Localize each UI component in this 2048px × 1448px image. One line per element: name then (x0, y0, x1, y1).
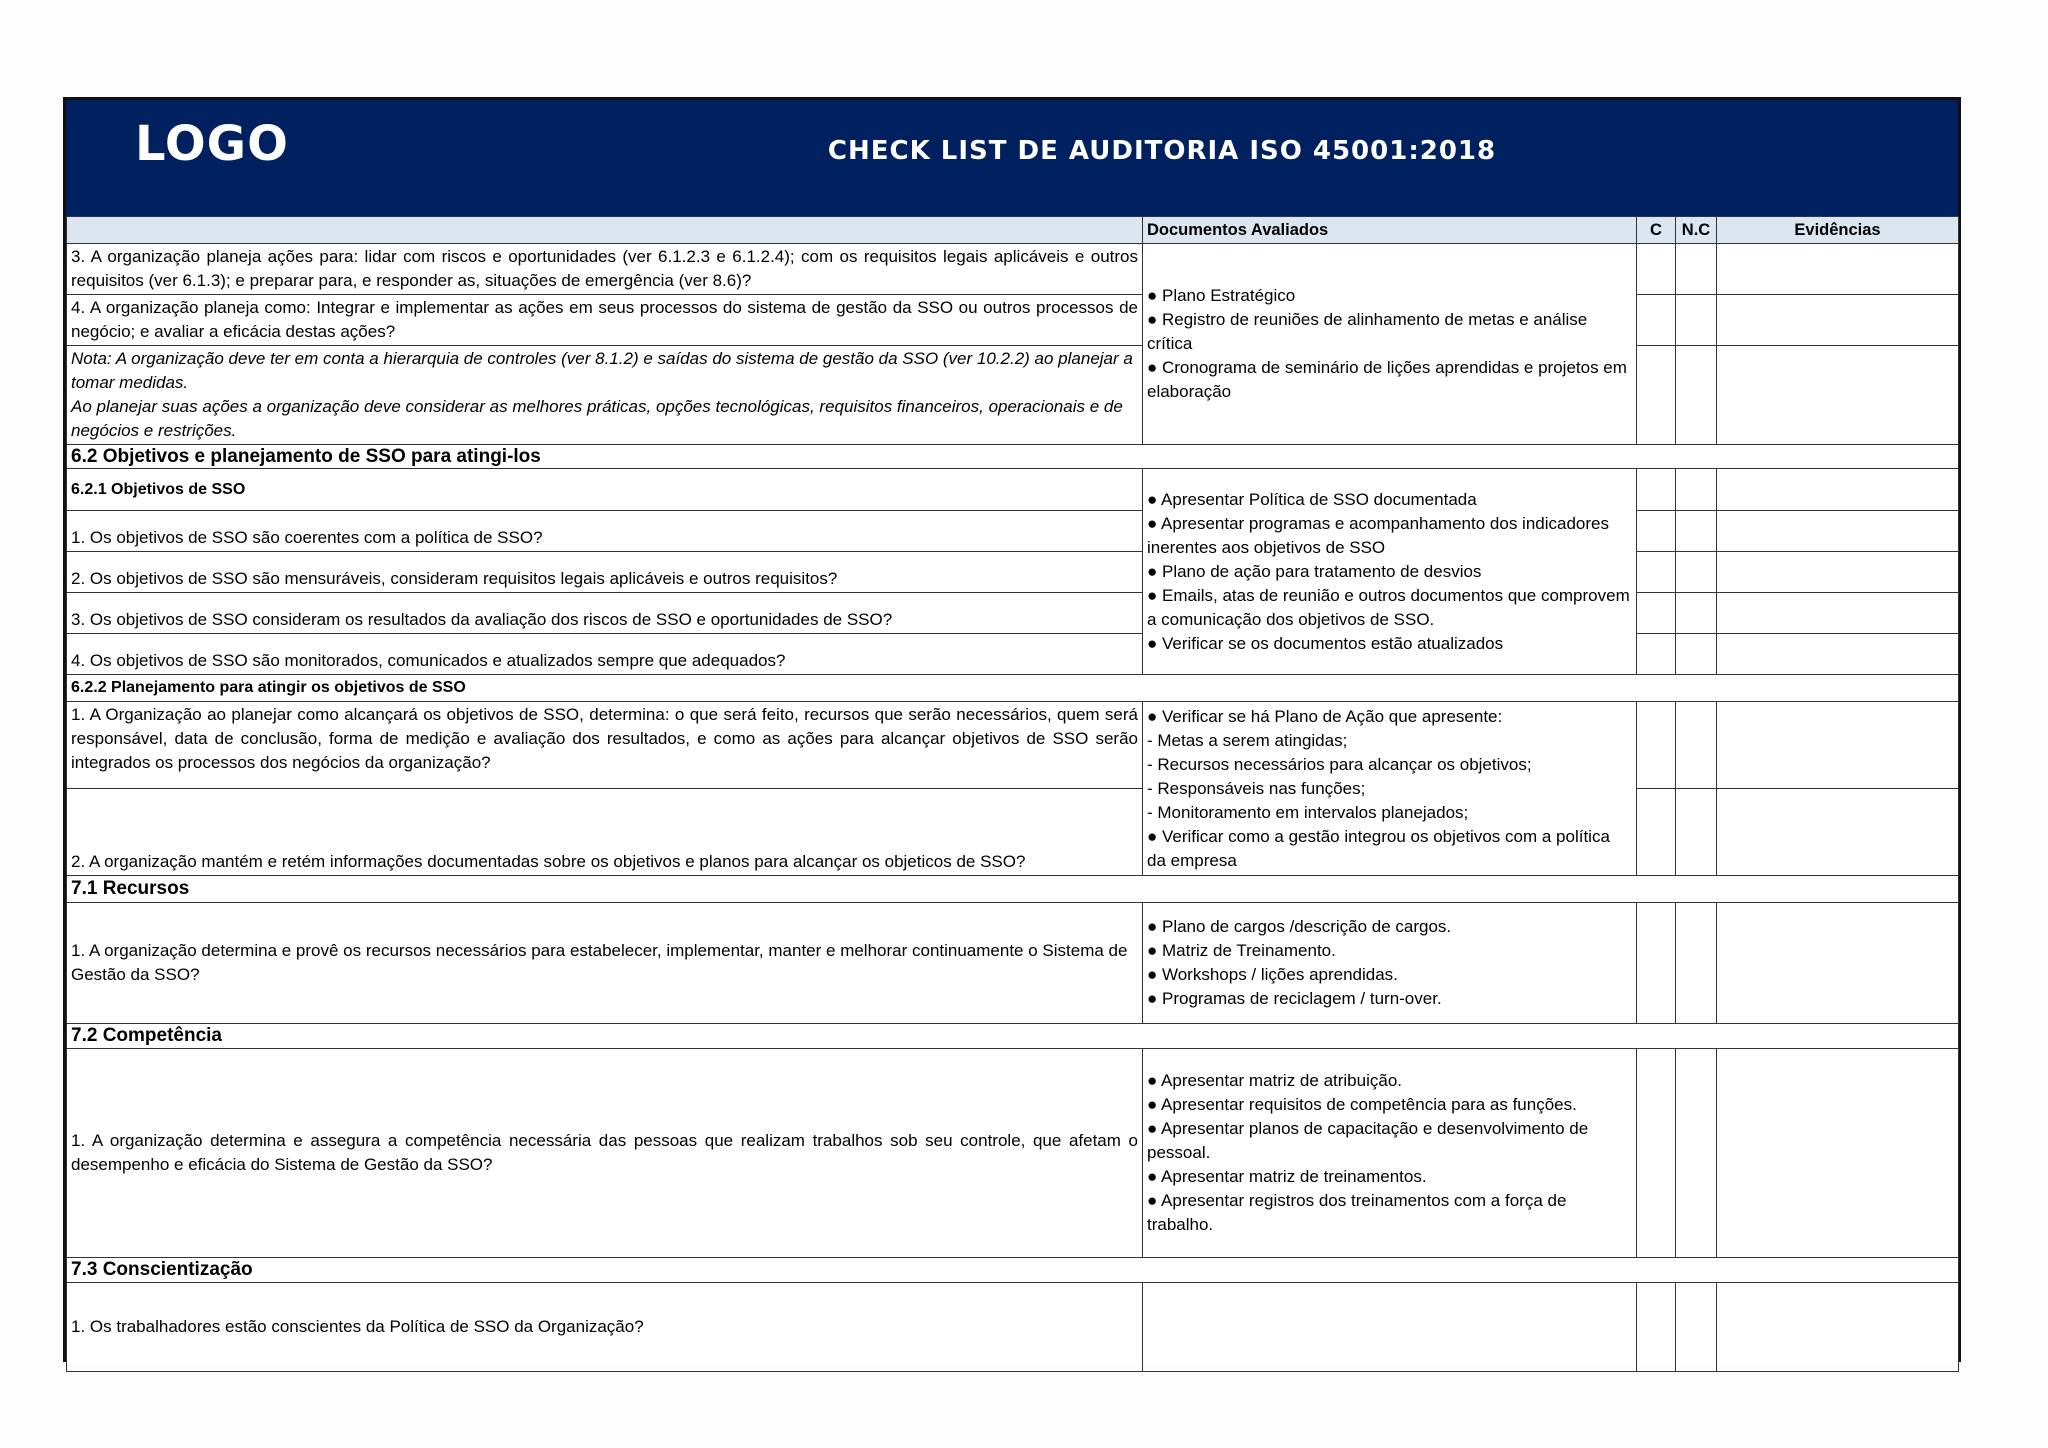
subsection-title: 6.2.1 Objetivos de SSO (67, 469, 1143, 511)
question-text: 1. Os objetivos de SSO são coerentes com a política de SSO? (67, 511, 1143, 552)
check-c[interactable] (1637, 346, 1676, 445)
check-c[interactable] (1637, 511, 1676, 552)
table-row (67, 593, 1959, 634)
section-title: 7.1 Recursos (67, 876, 1959, 903)
check-c[interactable] (1637, 903, 1676, 1024)
evidence-cell[interactable] (1717, 552, 1959, 593)
check-nc[interactable] (1676, 702, 1717, 789)
question-text: 3. A organização planeja ações para: lidar com riscos e oportunidades (ver 6.1.2.3 e 6.1.2.4); com os requisitos legais aplicáveis e outros requisitos (ver 6.1.3); e preparar para, e responder as, situações de emergência (ver 8.6)? (67, 244, 1143, 295)
col-evidence: Evidências (1717, 217, 1959, 244)
section-title: 7.3 Conscientização (67, 1258, 1959, 1283)
checklist-table (66, 216, 1959, 1372)
check-c[interactable] (1637, 634, 1676, 675)
documents-cell: ● Apresentar matriz de atribuição. ● Apresentar requisitos de competência para as funções. ● Apresentar planos de capacitação e desenvolvimento de pessoal. ● Apresentar matriz de treinamentos. ● Apresentar registros dos treinamentos com a força de trabalho. (1143, 1049, 1637, 1258)
table-row (67, 903, 1959, 1024)
question-text: 1. A organização determina e provê os recursos necessários para estabelecer, implementar, manter e melhorar continuamente o Sistema de Gestão da SSO? (67, 903, 1143, 1024)
col-documents: Documentos Avaliados (1143, 217, 1637, 244)
check-c[interactable] (1637, 244, 1676, 295)
question-text: 2. Os objetivos de SSO são mensuráveis, consideram requisitos legais aplicáveis e outros requisitos? (67, 552, 1143, 593)
evidence-cell[interactable] (1717, 903, 1959, 1024)
question-text: 1. Os trabalhadores estão conscientes da Política de SSO da Organização? (67, 1283, 1143, 1372)
table-row (67, 552, 1959, 593)
documents-cell: ● Plano Estratégico ● Registro de reuniões de alinhamento de metas e análise crítica ● Cronograma de seminário de lições aprendidas e projetos em elaboração (1143, 244, 1637, 445)
evidence-cell[interactable] (1717, 295, 1959, 346)
table-row (67, 702, 1959, 789)
documents-cell: ● Plano de cargos /descrição de cargos. ● Matriz de Treinamento. ● Workshops / lições aprendidas. ● Programas de reciclagem / turn-over. (1143, 903, 1637, 1024)
check-nc[interactable] (1676, 1283, 1717, 1372)
question-text: 1. A organização determina e assegura a competência necessária das pessoas que realizam trabalhos sob seu controle, que afetam o desempenho e eficácia do Sistema de Gestão da SSO? (67, 1049, 1143, 1258)
question-text: 3. Os objetivos de SSO consideram os resultados da avaliação dos riscos de SSO e oportunidades de SSO? (67, 593, 1143, 634)
question-text: 4. Os objetivos de SSO são monitorados, comunicados e atualizados sempre que adequados? (67, 634, 1143, 675)
check-nc[interactable] (1676, 789, 1717, 876)
evidence-cell[interactable] (1717, 469, 1959, 511)
check-nc[interactable] (1676, 593, 1717, 634)
col-nc: N.C (1676, 217, 1717, 244)
check-nc[interactable] (1676, 634, 1717, 675)
checklist-sheet (63, 97, 1961, 1362)
table-row (67, 244, 1959, 295)
table-row (67, 789, 1959, 876)
section-title: 7.2 Competência (67, 1024, 1959, 1049)
question-text: 4. A organização planeja como: Integrar e implementar as ações em seus processos do sistema de gestão da SSO ou outros processos de negócio; e avaliar a eficácia destas ações? (67, 295, 1143, 346)
check-c[interactable] (1637, 702, 1676, 789)
document-title: CHECK LIST DE AUDITORIA ISO 45001:2018 (827, 136, 1497, 166)
documents-cell (1143, 1283, 1637, 1372)
check-c[interactable] (1637, 789, 1676, 876)
table-row (67, 346, 1959, 445)
check-c[interactable] (1637, 552, 1676, 593)
evidence-cell[interactable] (1717, 702, 1959, 789)
column-header-row (67, 217, 1959, 244)
documents-cell: ● Verificar se há Plano de Ação que apresente: - Metas a serem atingidas; - Recursos necessários para alcançar os objetivos; - Responsáveis nas funções; - Monitoramento em intervalos planejados; ● Verificar como a gestão integrou os objetivos com a política da empresa (1143, 702, 1637, 876)
check-nc[interactable] (1676, 903, 1717, 1024)
evidence-cell[interactable] (1717, 244, 1959, 295)
check-c[interactable] (1637, 593, 1676, 634)
section-row (67, 876, 1959, 903)
check-nc[interactable] (1676, 1049, 1717, 1258)
check-nc[interactable] (1676, 244, 1717, 295)
check-c[interactable] (1637, 295, 1676, 346)
evidence-cell[interactable] (1717, 346, 1959, 445)
subsection-title: 6.2.2 Planejamento para atingir os objetivos de SSO (67, 675, 1959, 702)
section-row (67, 1258, 1959, 1283)
check-nc[interactable] (1676, 346, 1717, 445)
evidence-cell[interactable] (1717, 1049, 1959, 1258)
check-c[interactable] (1637, 1049, 1676, 1258)
check-c[interactable] (1637, 469, 1676, 511)
col-c: C (1637, 217, 1676, 244)
header-banner (66, 100, 1958, 216)
check-nc[interactable] (1676, 469, 1717, 511)
table-row (67, 295, 1959, 346)
table-row (67, 1283, 1959, 1372)
evidence-cell[interactable] (1717, 789, 1959, 876)
documents-cell: ● Apresentar Política de SSO documentada ● Apresentar programas e acompanhamento dos indicadores inerentes aos objetivos de SSO ● Plano de ação para tratamento de desvios ● Emails, atas de reunião e outros documentos que comprovem a comunicação dos objetivos de SSO. ● Verificar se os documentos estão atualizados (1143, 469, 1637, 675)
section-title: 6.2 Objetivos e planejamento de SSO para atingi-los (67, 445, 1959, 469)
check-nc[interactable] (1676, 552, 1717, 593)
evidence-cell[interactable] (1717, 634, 1959, 675)
question-text: 1. A Organização ao planejar como alcançará os objetivos de SSO, determina: o que será feito, recursos que serão necessários, quem será responsável, data de conclusão, forma de medição e avaliação dos resultados, e como as ações para alcançar objetivos de SSO serão integrados os processos dos negócios da organização? (67, 702, 1143, 789)
section-row (67, 445, 1959, 469)
check-nc[interactable] (1676, 295, 1717, 346)
table-row (67, 469, 1959, 511)
section-row (67, 1024, 1959, 1049)
check-c[interactable] (1637, 1283, 1676, 1372)
evidence-cell[interactable] (1717, 593, 1959, 634)
check-nc[interactable] (1676, 511, 1717, 552)
evidence-cell[interactable] (1717, 511, 1959, 552)
table-row (67, 511, 1959, 552)
question-text: 2. A organização mantém e retém informações documentadas sobre os objetivos e planos para alcançar os objeticos de SSO? (67, 789, 1143, 876)
table-row (67, 634, 1959, 675)
note-text: Nota: A organização deve ter em conta a hierarquia de controles (ver 8.1.2) e saídas do sistema de gestão da SSO (ver 10.2.2) ao planejar a tomar medidas. Ao planejar suas ações a organização deve considerar as melhores práticas, opções tecnológicas, requisitos financeiros, operacionais e de negócios e restrições. (67, 346, 1143, 445)
table-row (67, 1049, 1959, 1258)
subsection-row (67, 675, 1959, 702)
logo: LOGO (135, 116, 289, 172)
evidence-cell[interactable] (1717, 1283, 1959, 1372)
